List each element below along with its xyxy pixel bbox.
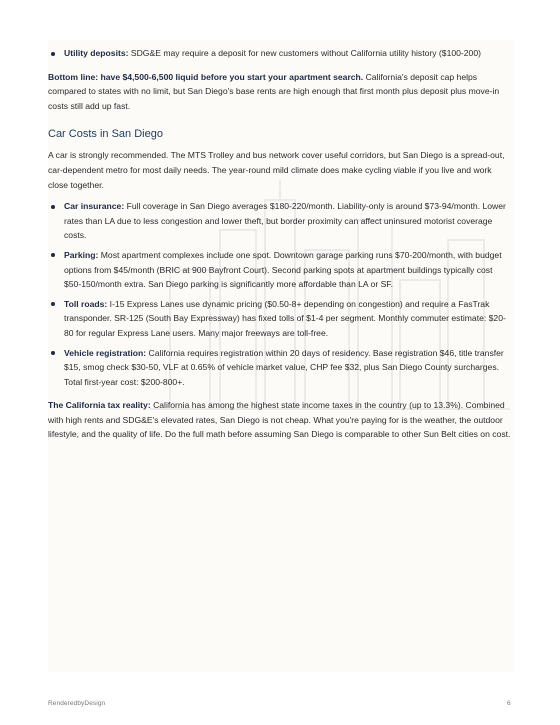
bullet-label: Toll roads: <box>64 298 108 309</box>
tax-reality-label: The California tax reality: <box>48 400 151 411</box>
deposit-list <box>48 46 512 61</box>
main-content <box>48 46 512 442</box>
bullet-text: California requires registration within 20 days of residency. Base registration $46, title transfer $15, smog check $30-50, VLF at 0.65% of vehicle market value, CHP fee $32, plus San Diego County surcharges. Total first-year cost: $200-800+. <box>64 347 504 387</box>
bottom-line-text: California's deposit cap helps compared to states with no limit, but San Diego's base rents are high enough that first month plus deposit plus move-in costs still add up fast. <box>48 71 500 111</box>
bullet-label: Parking: <box>64 249 99 260</box>
list-item-car-insurance <box>48 199 512 243</box>
bullet-dot <box>51 52 55 56</box>
bullet-dot <box>51 351 55 355</box>
section-heading: Car Costs in San Diego <box>48 128 163 141</box>
bullet-label: Vehicle registration: <box>64 347 147 358</box>
tax-reality-text: California has among the highest state income taxes in the country (up to 13.3%). Combined with high rents and SDG&E's elevated rates, San Diego is not cheap. What you're paying for is the weather, the outdoor lifestyle, and the quality of life. Do the full math before assuming San Diego is comparable to other Sun Belt cities on cost. <box>48 400 511 440</box>
list-item-utility-deposits <box>48 46 512 61</box>
bullet-text: Full coverage in San Diego averages $180-220/month. Liability-only is around $73-94/month. Lower rates than LA due to less congestion and lower theft, but border proximity can affect uninsured motorist coverage costs. <box>64 201 506 241</box>
bottom-line-paragraph <box>48 70 512 114</box>
bottom-line-label: Bottom line: have $4,500-6,500 liquid before you start your apartment search. <box>48 71 364 82</box>
list-item-toll-roads <box>48 297 512 341</box>
list-item-vehicle-registration <box>48 346 512 390</box>
bullet-label: Utility deposits: <box>64 48 129 58</box>
page-number: 6 <box>507 700 511 707</box>
bullet-label: Car insurance: <box>64 201 125 212</box>
bullet-text: I-15 Express Lanes use dynamic pricing ($0.50-8+ depending on congestion) and require a FasTrak transponder. SR-125 (South Bay Expressway) has fixed tolls of $1-4 per segment. Monthly commuter estimate: $20-80 for regular Express Lane users. Many major freeways are toll-free. <box>64 298 506 338</box>
bullet-text: Most apartment complexes include one spot. Downtown garage parking runs $70-200/month, with budget options from $45/month (BRIC at 900 Bayfront Court). Second parking spots at apartment buildings typically cost $50-150/month extra. San Diego parking is significantly more affordable than LA or SF. <box>64 249 502 290</box>
tax-reality-paragraph <box>48 398 512 442</box>
car-costs-list <box>48 199 512 389</box>
list-item-parking <box>48 248 512 292</box>
bullet-text: SDG&E may require a deposit for new customers without California utility history ($100-200) <box>128 48 481 58</box>
bullet-dot <box>51 253 55 257</box>
section-intro: A car is strongly recommended. The MTS Trolley and bus network cover useful corridors, but San Diego is a spread-out, car-dependent metro for most daily needs. The year-round mild climate does make cycling viable if you live and work close together. <box>48 150 505 190</box>
footer-brand: RenderedbyDesign <box>48 700 106 707</box>
bullet-dot <box>51 302 55 306</box>
bullet-dot <box>51 205 55 209</box>
